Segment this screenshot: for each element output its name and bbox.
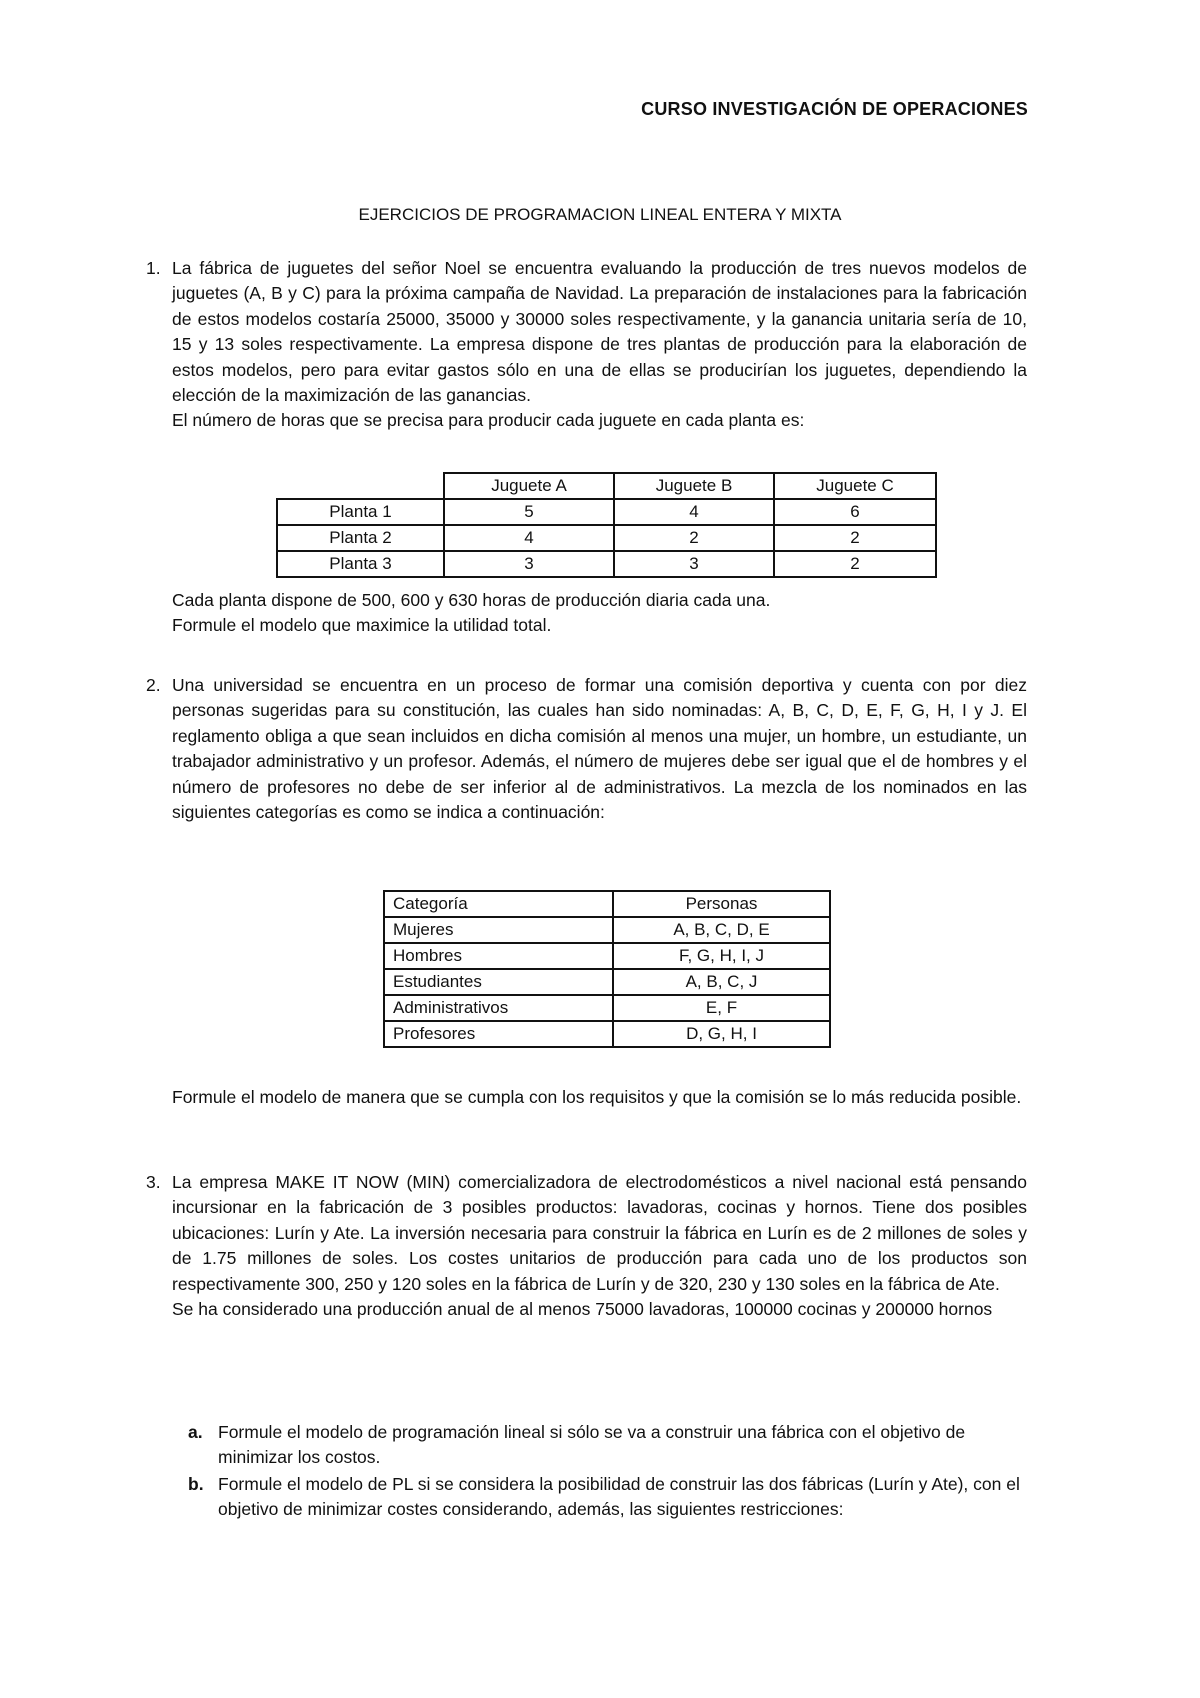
table-cell: F, G, H, I, J <box>613 943 830 969</box>
categories-table <box>383 890 831 1048</box>
exercise-3 <box>146 1170 1027 1322</box>
table-cell: A, B, C, J <box>613 969 830 995</box>
exercise-1-text: La fábrica de juguetes del señor Noel se encuentra evaluando la producción de tres nuevos modelos de juguetes (A, B y C) para la próxima campaña de Navidad. La preparación de instalaciones para la fabricación de estos modelos costaría 25000, 35000 y 30000 soles respectivamente, y la ganancia unitaria sería de 10, 15 y 13 soles respectivamente. La empresa dispone de tres plantas de producción para la elaboración de estos modelos, pero para evitar gastos sólo en una de ellas se producirían los juguetes, dependiendo la elección de la maximización de las ganancias. <box>172 258 1027 406</box>
table-row <box>384 969 830 995</box>
part-b-text: Formule el modelo de PL si se considera la posibilidad de construir las dos fábricas (Lurín y Ate), con el objetivo de minimizar costes considerando, además, las siguientes restricciones: <box>218 1474 1020 1520</box>
table-header: Categoría <box>384 891 613 917</box>
table-cell: Hombres <box>384 943 613 969</box>
hours-table <box>276 472 937 578</box>
table-cell: 3 <box>444 551 614 577</box>
table-cell: A, B, C, D, E <box>613 917 830 943</box>
table-cell: Mujeres <box>384 917 613 943</box>
row-label: Planta 2 <box>277 525 444 551</box>
table-cell: 3 <box>614 551 774 577</box>
exercise-1-after <box>172 588 1027 639</box>
table-row <box>384 1021 830 1047</box>
table-row <box>277 525 936 551</box>
exercise-2-number: 2. <box>146 675 161 695</box>
table-cell: 6 <box>774 499 936 525</box>
table-header: Personas <box>613 891 830 917</box>
exercise-2-task: Formule el modelo de manera que se cumpla con los requisitos y que la comisión se lo más reducida posible. <box>172 1087 1022 1107</box>
table-header-row <box>384 891 830 917</box>
exercise-2-text: Una universidad se encuentra en un proceso de formar una comisión deportiva y cuenta con por diez personas sugeridas para su constitución, las cuales han sido nominadas: A, B, C, D, E, F, G, H, I y J. El reglamento obliga a que sean incluidos en dicha comisión al menos una mujer, un hombre, un estudiante, un trabajador administrativo y un profesor. Además, el número de mujeres debe ser igual que el de hombres y el número de profesores no debe de ser inferior al de administrativos. La mezcla de los nominados en las siguientes categorías es como se indica a continuación: <box>172 675 1027 823</box>
document-title: EJERCICIOS DE PROGRAMACION LINEAL ENTERA Y MIXTA <box>358 205 842 224</box>
table-row <box>384 943 830 969</box>
table-cell: D, G, H, I <box>613 1021 830 1047</box>
table-row <box>277 499 936 525</box>
table-row <box>384 995 830 1021</box>
table-cell: Estudiantes <box>384 969 613 995</box>
table-cell: E, F <box>613 995 830 1021</box>
table-row <box>384 917 830 943</box>
exercise-2-after <box>172 1085 1027 1110</box>
part-a-label: a. <box>188 1422 203 1442</box>
table-header-row <box>277 473 936 499</box>
table-cell: Administrativos <box>384 995 613 1021</box>
exercise-3-production: Se ha considerado una producción anual de al menos 75000 lavadoras, 100000 cocinas y 200000 hornos <box>172 1299 993 1320</box>
table-header: Juguete A <box>444 473 614 499</box>
exercise-3-number: 3. <box>146 1172 161 1192</box>
course-header: CURSO INVESTIGACIÓN DE OPERACIONES <box>641 99 1028 119</box>
table-corner <box>277 473 444 499</box>
exercise-3-text: La empresa MAKE IT NOW (MIN) comercializadora de electrodomésticos a nivel nacional está pensando incursionar en la fabricación de 3 posibles productos: lavadoras, cocinas y hornos. Tiene dos posibles ubicaciones: Lurín y Ate. La inversión necesaria para construir la fábrica en Lurín es de 2 millones de soles y de 1.75 millones de soles. Los costes unitarios de producción para cada uno de los productos son respectivamente 300, 250 y 120 soles en la fábrica de Lurín y de 320, 230 y 130 soles en la fábrica de Ate. <box>172 1172 1027 1294</box>
exercise-3-part-a <box>188 1420 1027 1471</box>
table-cell: 4 <box>444 525 614 551</box>
row-label: Planta 1 <box>277 499 444 525</box>
table-cell: 5 <box>444 499 614 525</box>
table-cell: 2 <box>774 551 936 577</box>
table-header: Juguete C <box>774 473 936 499</box>
table-header: Juguete B <box>614 473 774 499</box>
exercise-1 <box>146 256 1027 434</box>
exercise-1-table-intro: El número de horas que se precisa para producir cada juguete en cada planta es: <box>172 410 805 431</box>
table-row <box>277 551 936 577</box>
exercise-1-capacity: Cada planta dispone de 500, 600 y 630 horas de producción diaria cada una. <box>172 590 771 610</box>
table-cell: 2 <box>774 525 936 551</box>
exercise-1-task: Formule el modelo que maximice la utilidad total. <box>172 615 552 636</box>
part-b-label: b. <box>188 1474 204 1494</box>
part-a-text: Formule el modelo de programación lineal si sólo se va a construir una fábrica con el objetivo de minimizar los costos. <box>218 1422 966 1468</box>
exercise-2 <box>146 673 1027 825</box>
table-cell: Profesores <box>384 1021 613 1047</box>
row-label: Planta 3 <box>277 551 444 577</box>
table-cell: 4 <box>614 499 774 525</box>
exercise-1-number: 1. <box>146 258 161 278</box>
table-cell: 2 <box>614 525 774 551</box>
exercise-3-part-b <box>188 1472 1027 1523</box>
